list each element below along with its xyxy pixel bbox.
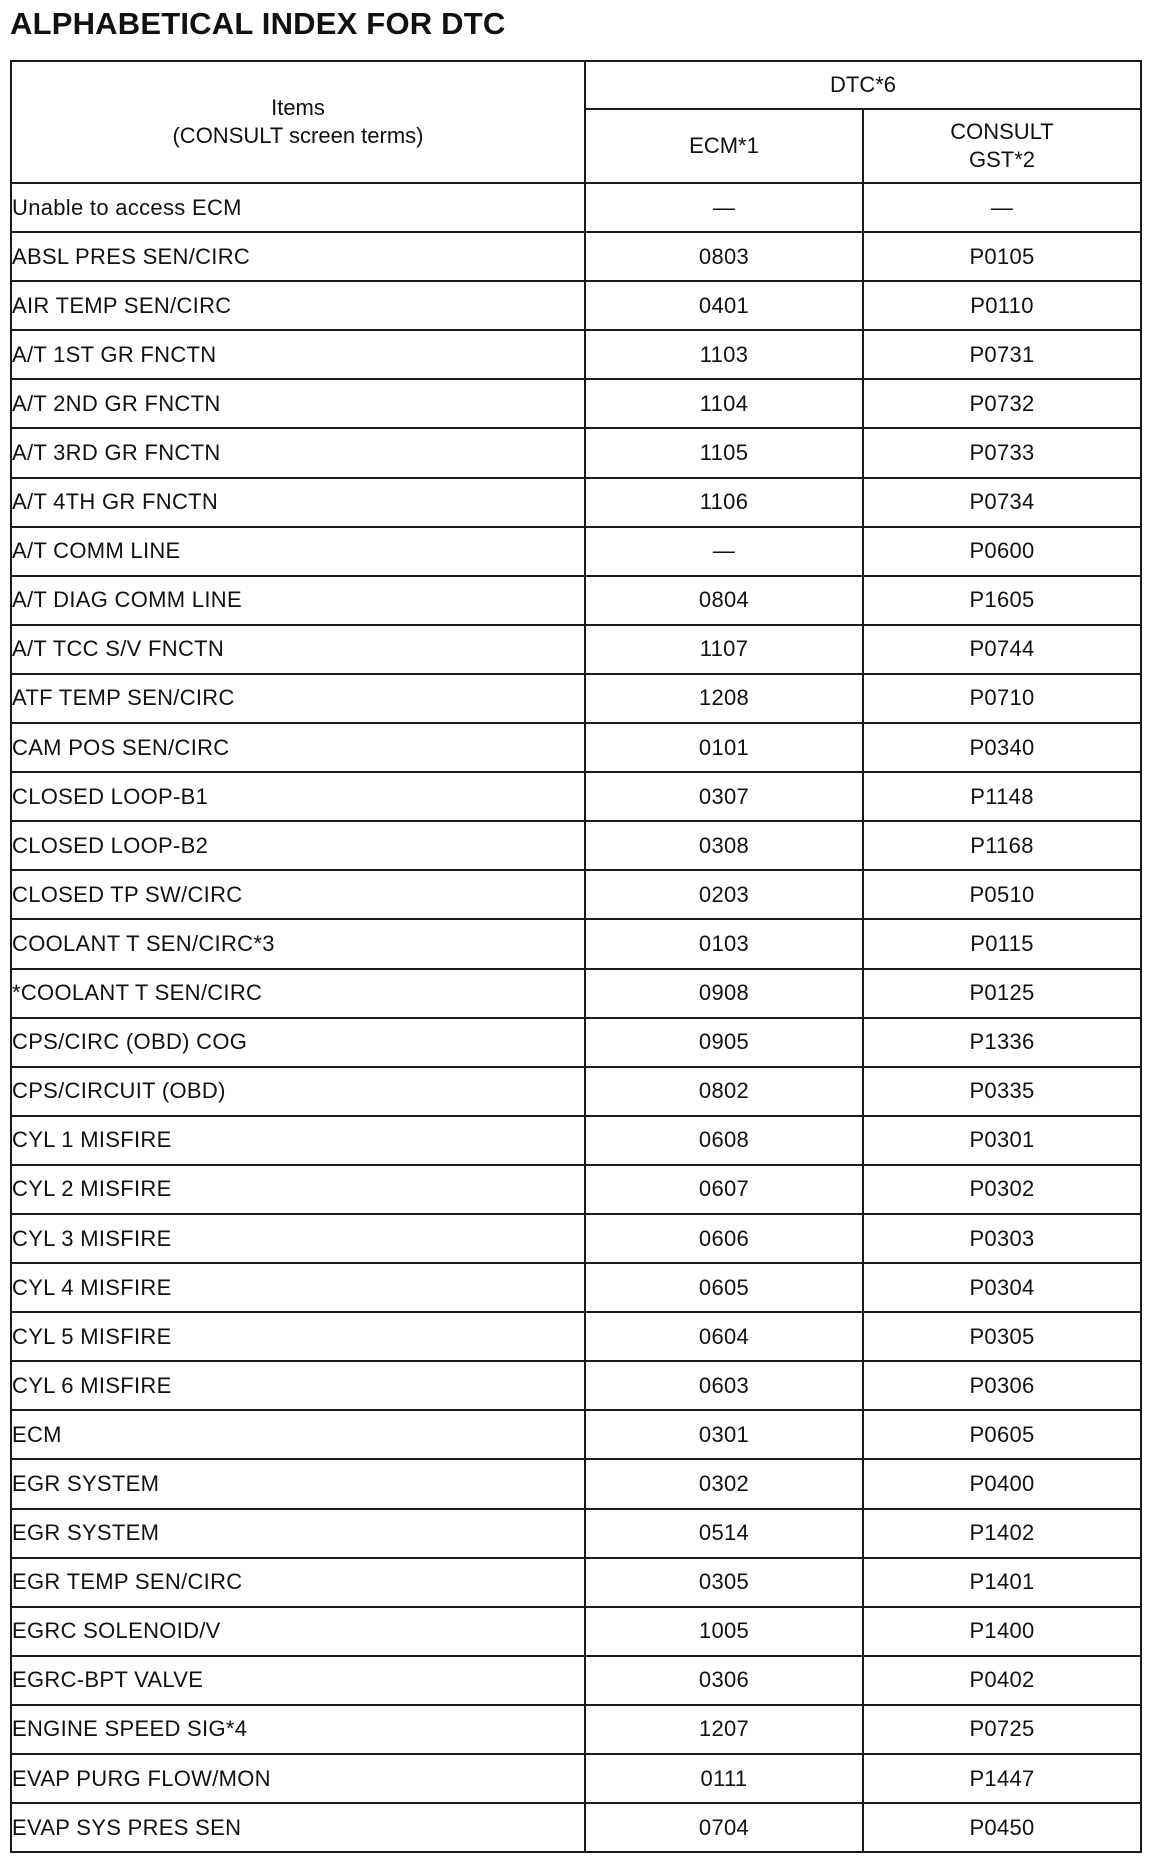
dtc-item-name: A/T 3RD GR FNCTN <box>11 428 585 477</box>
ecm-code: 0307 <box>585 772 863 821</box>
dtc-item-name: EVAP SYS PRES SEN <box>11 1803 585 1852</box>
table-row <box>11 527 1141 576</box>
dtc-item-name: ATF TEMP SEN/CIRC <box>11 674 585 723</box>
dtc-item-name: EGRC-BPT VALVE <box>11 1656 585 1705</box>
consult-gst-code: P0725 <box>863 1705 1141 1754</box>
consult-gst-code: P0105 <box>863 232 1141 281</box>
ecm-code: 0514 <box>585 1509 863 1558</box>
items-header-sublabel: (CONSULT screen terms) <box>172 123 424 148</box>
ecm-code: 1105 <box>585 428 863 477</box>
table-row <box>11 1214 1141 1263</box>
consult-gst-code: P1400 <box>863 1607 1141 1656</box>
table-body <box>11 183 1141 1852</box>
dtc-item-name: A/T DIAG COMM LINE <box>11 576 585 625</box>
ecm-code: 0804 <box>585 576 863 625</box>
table-row <box>11 1018 1141 1067</box>
consult-gst-code: P0400 <box>863 1459 1141 1508</box>
consult-gst-code: P1148 <box>863 772 1141 821</box>
dtc-item-name: CPS/CIRCUIT (OBD) <box>11 1067 585 1116</box>
consult-gst-code: P0115 <box>863 919 1141 968</box>
consult-gst-code: P0303 <box>863 1214 1141 1263</box>
table-row <box>11 428 1141 477</box>
dtc-item-name: EVAP PURG FLOW/MON <box>11 1754 585 1803</box>
ecm-code: 1103 <box>585 330 863 379</box>
dtc-item-name: Unable to access ECM <box>11 183 585 232</box>
page-title: ALPHABETICAL INDEX FOR DTC <box>10 6 506 41</box>
table-row <box>11 1509 1141 1558</box>
table-row <box>11 625 1141 674</box>
ecm-code: 0203 <box>585 870 863 919</box>
dtc-item-name: ENGINE SPEED SIG*4 <box>11 1705 585 1754</box>
table-row <box>11 674 1141 723</box>
table-row <box>11 1803 1141 1852</box>
ecm-code: 0802 <box>585 1067 863 1116</box>
table-row <box>11 1705 1141 1754</box>
ecm-code: 0302 <box>585 1459 863 1508</box>
ecm-column-header: ECM*1 <box>585 109 863 183</box>
ecm-code: 1107 <box>585 625 863 674</box>
dtc-item-name: A/T 2ND GR FNCTN <box>11 379 585 428</box>
table-row <box>11 1410 1141 1459</box>
table-row <box>11 232 1141 281</box>
consult-gst-code: P1447 <box>863 1754 1141 1803</box>
consult-gst-code: P0605 <box>863 1410 1141 1459</box>
consult-gst-code: P0731 <box>863 330 1141 379</box>
table-row <box>11 1558 1141 1607</box>
table-row <box>11 1067 1141 1116</box>
consult-gst-code: P0402 <box>863 1656 1141 1705</box>
table-row <box>11 1459 1141 1508</box>
ecm-code: 0111 <box>585 1754 863 1803</box>
ecm-code: 0606 <box>585 1214 863 1263</box>
table-row <box>11 478 1141 527</box>
consult-gst-code: P0732 <box>863 379 1141 428</box>
ecm-code: 0704 <box>585 1803 863 1852</box>
ecm-code: 0401 <box>585 281 863 330</box>
table-row <box>11 1656 1141 1705</box>
ecm-code: 0908 <box>585 969 863 1018</box>
table-row <box>11 969 1141 1018</box>
table-row <box>11 183 1141 232</box>
table-row <box>11 1116 1141 1165</box>
dtc-item-name: A/T 4TH GR FNCTN <box>11 478 585 527</box>
dtc-item-name: ECM <box>11 1410 585 1459</box>
table-row <box>11 1165 1141 1214</box>
consult-gst-code: P0125 <box>863 969 1141 1018</box>
table-row <box>11 772 1141 821</box>
consult-gst-code: P0450 <box>863 1803 1141 1852</box>
dtc-item-name: CLOSED TP SW/CIRC <box>11 870 585 919</box>
dtc-item-name: CYL 4 MISFIRE <box>11 1263 585 1312</box>
consult-gst-code: P0744 <box>863 625 1141 674</box>
dtc-item-name: EGR SYSTEM <box>11 1509 585 1558</box>
ecm-code: 0607 <box>585 1165 863 1214</box>
ecm-code: 0306 <box>585 1656 863 1705</box>
dtc-item-name: EGR SYSTEM <box>11 1459 585 1508</box>
consult-gst-code: P1168 <box>863 821 1141 870</box>
dtc-item-name: CYL 2 MISFIRE <box>11 1165 585 1214</box>
consult-gst-code: P1402 <box>863 1509 1141 1558</box>
ecm-code: — <box>585 183 863 232</box>
table-row <box>11 330 1141 379</box>
table-row <box>11 1754 1141 1803</box>
dtc-item-name: *COOLANT T SEN/CIRC <box>11 969 585 1018</box>
ecm-code: 0803 <box>585 232 863 281</box>
table-row <box>11 870 1141 919</box>
table-row <box>11 1312 1141 1361</box>
table-row <box>11 723 1141 772</box>
dtc-item-name: CYL 5 MISFIRE <box>11 1312 585 1361</box>
ecm-code: 0605 <box>585 1263 863 1312</box>
table-header <box>11 61 1141 183</box>
consult-header-label: CONSULT <box>950 119 1054 144</box>
consult-gst-code: P0734 <box>863 478 1141 527</box>
dtc-item-name: A/T COMM LINE <box>11 527 585 576</box>
ecm-code: 0308 <box>585 821 863 870</box>
consult-gst-code: P0110 <box>863 281 1141 330</box>
consult-gst-code: P0305 <box>863 1312 1141 1361</box>
dtc-group-header: DTC*6 <box>585 61 1141 109</box>
dtc-item-name: COOLANT T SEN/CIRC*3 <box>11 919 585 968</box>
dtc-item-name: A/T 1ST GR FNCTN <box>11 330 585 379</box>
dtc-item-name: CAM POS SEN/CIRC <box>11 723 585 772</box>
dtc-item-name: CYL 3 MISFIRE <box>11 1214 585 1263</box>
consult-gst-code: P0600 <box>863 527 1141 576</box>
table-row <box>11 576 1141 625</box>
dtc-item-name: ABSL PRES SEN/CIRC <box>11 232 585 281</box>
table-row <box>11 1607 1141 1656</box>
consult-gst-code: P0306 <box>863 1361 1141 1410</box>
table-row <box>11 1361 1141 1410</box>
ecm-code: 1207 <box>585 1705 863 1754</box>
ecm-code: 1208 <box>585 674 863 723</box>
consult-gst-code: P0510 <box>863 870 1141 919</box>
consult-gst-code: P0301 <box>863 1116 1141 1165</box>
consult-gst-code: P1336 <box>863 1018 1141 1067</box>
table-row <box>11 821 1141 870</box>
dtc-item-name: EGR TEMP SEN/CIRC <box>11 1558 585 1607</box>
ecm-code: 0905 <box>585 1018 863 1067</box>
consult-gst-code: P0304 <box>863 1263 1141 1312</box>
items-header-label: Items <box>271 95 325 120</box>
table-row <box>11 919 1141 968</box>
dtc-index-table <box>10 60 1142 1853</box>
table-row <box>11 379 1141 428</box>
consult-gst-code: P1401 <box>863 1558 1141 1607</box>
consult-gst-code: P0302 <box>863 1165 1141 1214</box>
consult-gst-code: P0733 <box>863 428 1141 477</box>
consult-gst-code: P1605 <box>863 576 1141 625</box>
gst-header-label: GST*2 <box>968 147 1036 172</box>
table-row <box>11 1263 1141 1312</box>
dtc-item-name: A/T TCC S/V FNCTN <box>11 625 585 674</box>
ecm-code: 1104 <box>585 379 863 428</box>
ecm-code: 1106 <box>585 478 863 527</box>
consult-gst-code: P0335 <box>863 1067 1141 1116</box>
dtc-item-name: CLOSED LOOP-B2 <box>11 821 585 870</box>
consult-gst-code: P0340 <box>863 723 1141 772</box>
ecm-code: 0301 <box>585 1410 863 1459</box>
dtc-item-name: CPS/CIRC (OBD) COG <box>11 1018 585 1067</box>
dtc-item-name: EGRC SOLENOID/V <box>11 1607 585 1656</box>
ecm-code: 0604 <box>585 1312 863 1361</box>
ecm-code: 0103 <box>585 919 863 968</box>
items-column-header <box>11 61 585 183</box>
table-row <box>11 281 1141 330</box>
dtc-item-name: CYL 1 MISFIRE <box>11 1116 585 1165</box>
dtc-item-name: CYL 6 MISFIRE <box>11 1361 585 1410</box>
ecm-code: 0603 <box>585 1361 863 1410</box>
consult-gst-column-header <box>863 109 1141 183</box>
ecm-code: 1005 <box>585 1607 863 1656</box>
dtc-item-name: CLOSED LOOP-B1 <box>11 772 585 821</box>
ecm-code: 0101 <box>585 723 863 772</box>
consult-gst-code: P0710 <box>863 674 1141 723</box>
ecm-code: 0305 <box>585 1558 863 1607</box>
ecm-code: 0608 <box>585 1116 863 1165</box>
ecm-code: — <box>585 527 863 576</box>
consult-gst-code: — <box>863 183 1141 232</box>
dtc-item-name: AIR TEMP SEN/CIRC <box>11 281 585 330</box>
